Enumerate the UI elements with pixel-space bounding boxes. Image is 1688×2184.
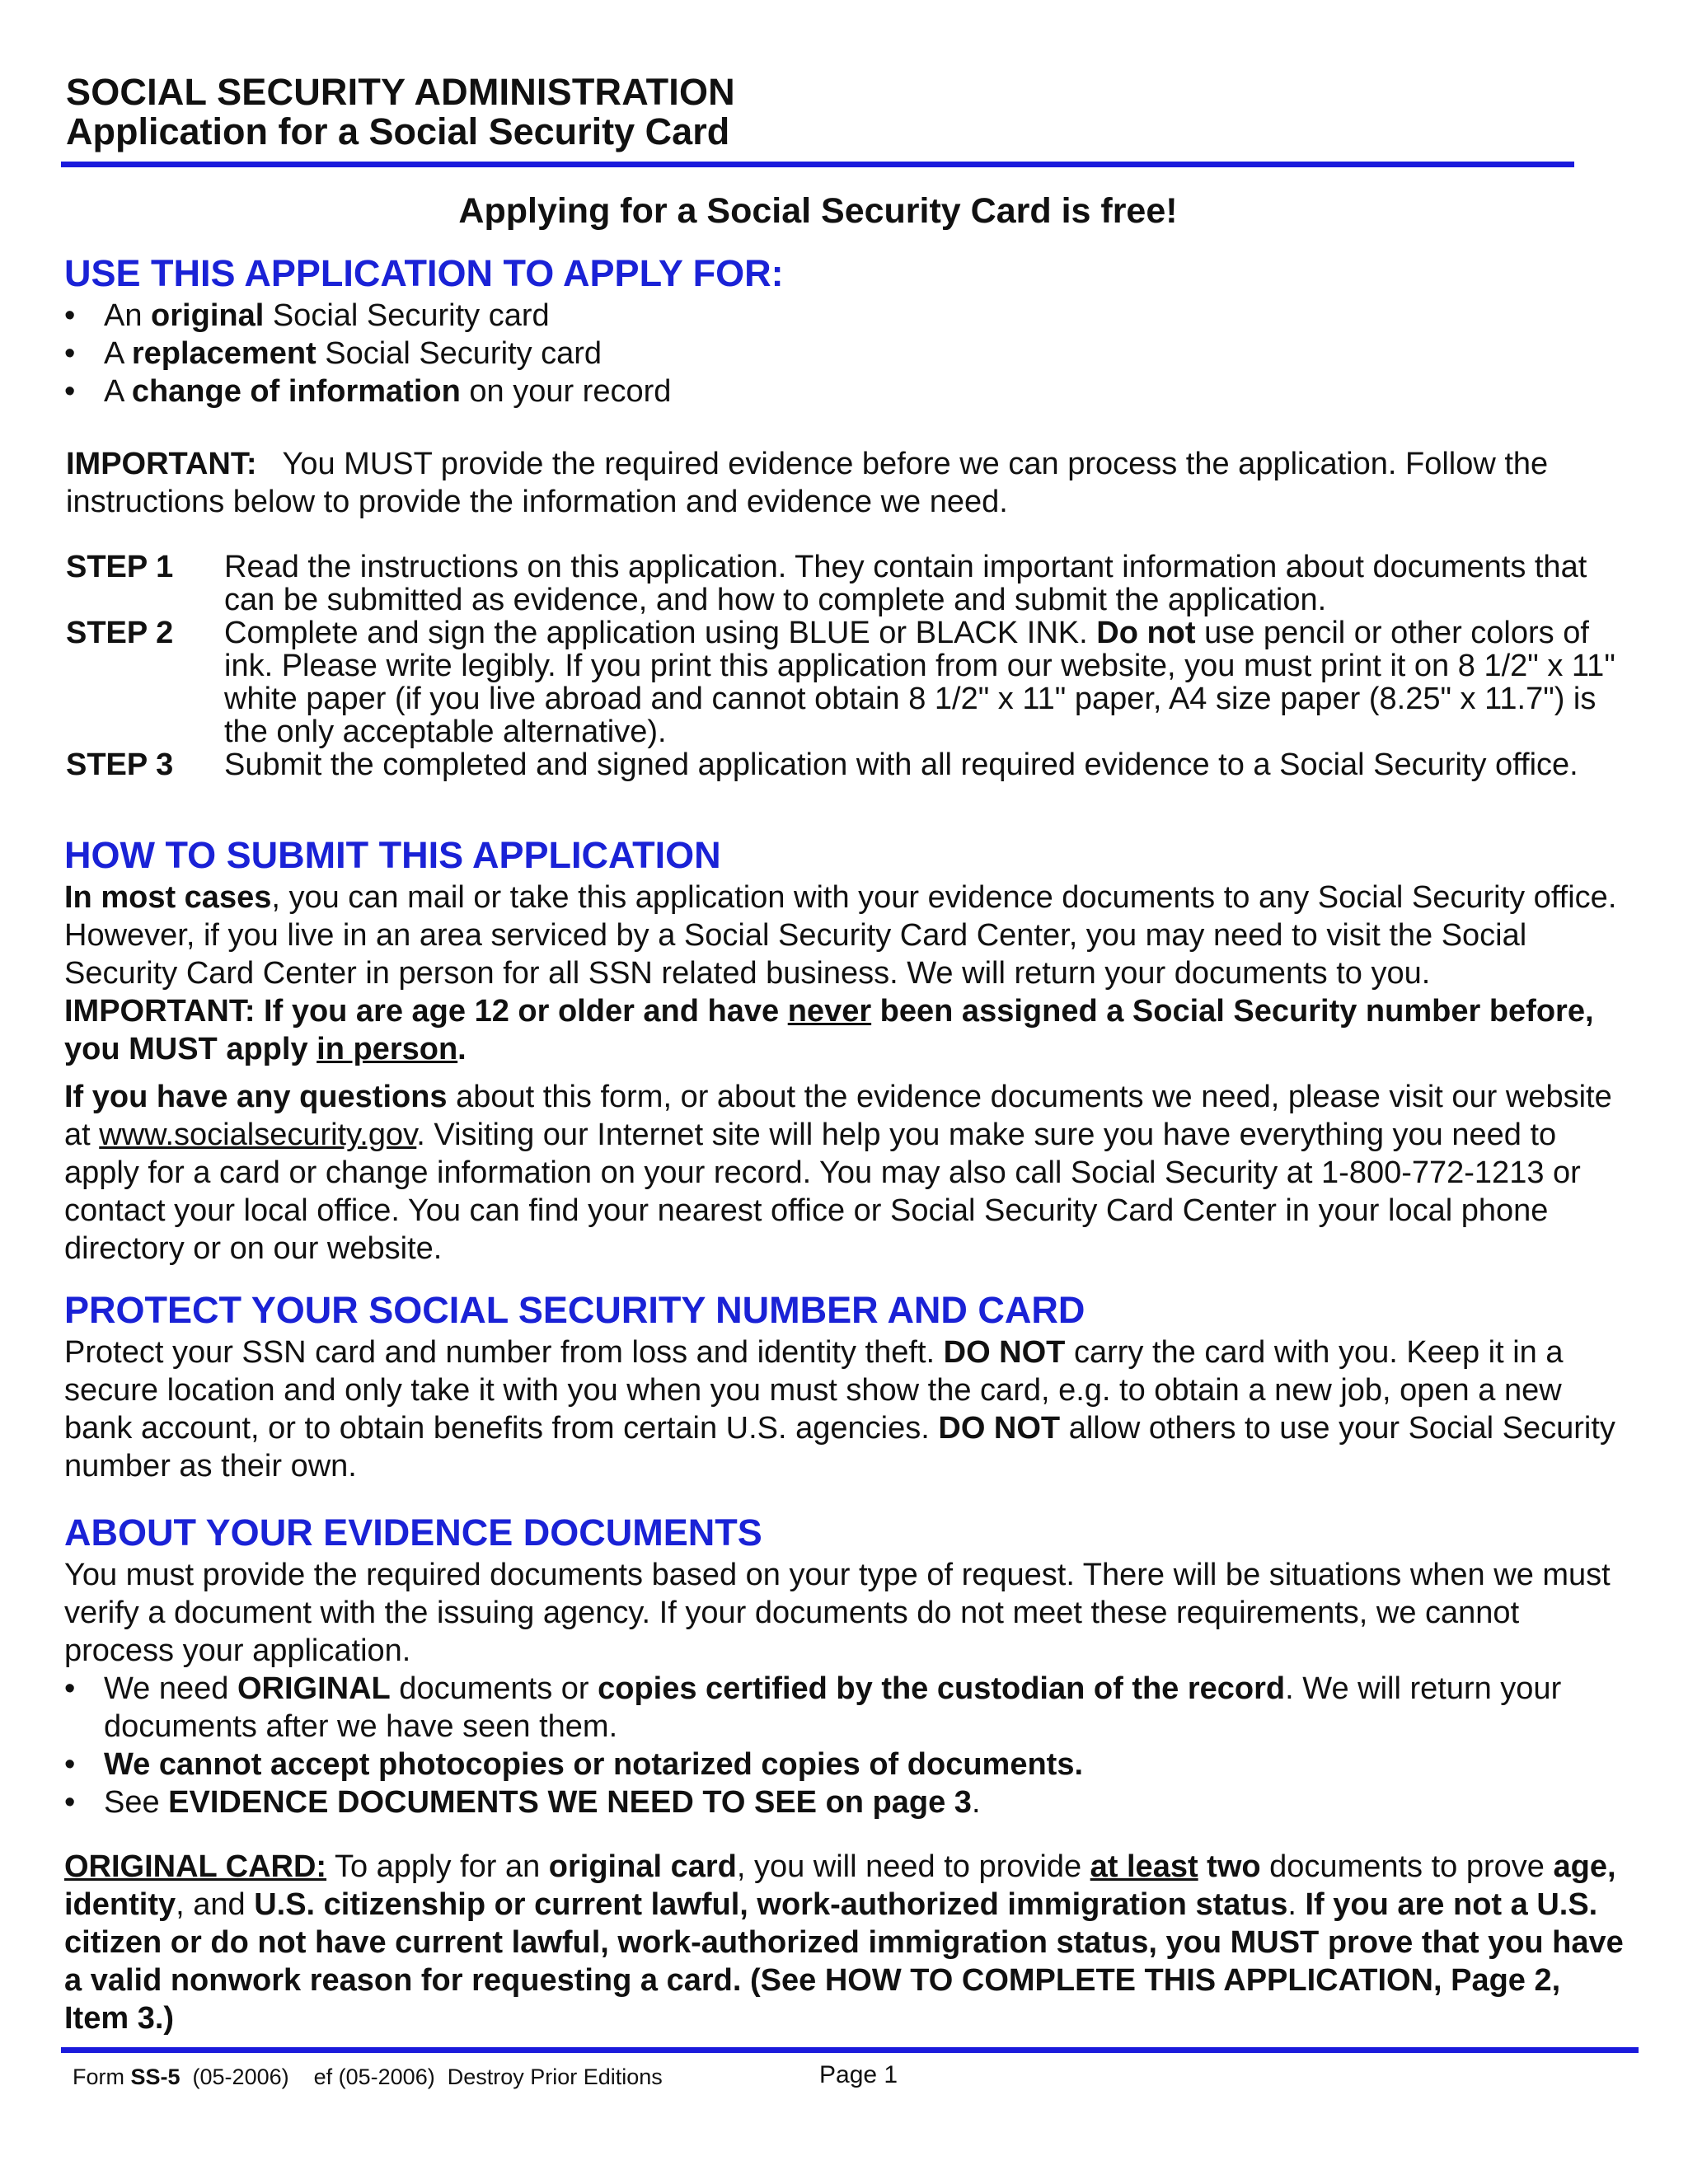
use-section (64, 251, 1630, 410)
top-divider (61, 162, 1574, 167)
step-2: STEP 2 Complete and sign the application using BLUE or BLACK INK. Do not use pencil or other colors of ink. Please write legibly. If you print this application from our website, you must print it on 8 1/2" x 11" white paper (if you live abroad and cannot obtain 8 1/2" x 11" paper, A4 size paper (8.25" x 11.7") is the only acceptable alternative). (66, 616, 1615, 749)
evidence-list (64, 1670, 1630, 1821)
free-notice: Applying for a Social Security Card is free! (458, 191, 1178, 231)
steps-list (66, 551, 1640, 781)
questions-paragraph: If you have any questions about this form, or about the evidence documents we need, please visit our website at www.socialsecurity.gov. Visiting our Internet site will help you make sure you have everything you need to apply for a card or change information on your record. You may also call Social Security at 1-800-772-1213 or contact your local office. You can find your nearest office or Social Security Card Center in your local phone directory or on our website. (64, 1080, 1612, 1266)
page-number: Page 1 (819, 2061, 898, 2088)
protect-heading: PROTECT YOUR SOCIAL SECURITY NUMBER AND CARD (64, 1289, 1085, 1331)
evidence-item-no-photocopies: • We cannot accept photocopies or notarized copies of documents. (64, 1746, 1630, 1783)
evidence-item-see-page-3: • See EVIDENCE DOCUMENTS WE NEED TO SEE on page 3. (64, 1783, 1630, 1821)
use-item-original: • An original Social Security card (64, 297, 1630, 335)
use-heading: USE THIS APPLICATION TO APPLY FOR: (64, 252, 784, 294)
evidence-item-originals: • We need ORIGINAL documents or copies certified by the custodian of the record. We will return your documents after we have seen them. (64, 1670, 1630, 1746)
evidence-heading: ABOUT YOUR EVIDENCE DOCUMENTS (64, 1511, 762, 1554)
use-list (64, 297, 1630, 410)
submit-heading: HOW TO SUBMIT THIS APPLICATION (64, 834, 721, 876)
agency-name: SOCIAL SECURITY ADMINISTRATION (66, 71, 735, 113)
in-person-notice: IMPORTANT: If you are age 12 or older and have never been assigned a Social Security number before, you MUST apply in person. (64, 994, 1594, 1066)
evidence-intro: You must provide the required documents based on your type of request. There will be situations when we must verify a document with the issuing agency. If your documents do not meet these requirements, we cannot process your application. (64, 1558, 1611, 1668)
original-card-label: ORIGINAL CARD: (64, 1849, 327, 1884)
use-item-replacement: • A replacement Social Security card (64, 335, 1630, 373)
step-1: STEP 1 Read the instructions on this application. They contain important information about documents that can be submitted as evidence, and how to complete and submit the application. (66, 550, 1587, 617)
step-3: STEP 3 Submit the completed and signed application with all required evidence to a Social Security office. (66, 748, 1578, 782)
original-card-paragraph: ORIGINAL CARD: To apply for an original card, you will need to provide at least two documents to prove age, identity, and U.S. citizenship or current lawful, work-authorized immigration status. If you are not a U.S. citizen or do not have current lawful, work-authorized immigration status, you MUST prove that you have a valid nonwork reason for requesting a card. (See HOW TO COMPLETE THIS APPLICATION, Page 2, Item 3.) (64, 1849, 1624, 2036)
important-note: IMPORTANT: You MUST provide the required evidence before we can process the application. Follow the instructions below to provide the information and evidence we need. (66, 447, 1549, 519)
evidence-section (64, 1510, 1630, 1821)
protect-paragraph: Protect your SSN card and number from loss and identity theft. DO NOT carry the card with you. Keep it in a secure location and only take it with you when you must show the card, e.g. to obtain a new job, open a new bank account, or to obtain benefits from certain U.S. agencies. DO NOT allow others to use your Social Security number as their own. (64, 1335, 1615, 1483)
submit-section (64, 832, 1630, 1268)
form-title: Application for a Social Security Card (66, 110, 730, 152)
website-link[interactable]: www.socialsecurity.gov (99, 1118, 417, 1152)
form-identifier: Form SS-5 (05-2006) ef (05-2006) Destroy Prior Editions (73, 2064, 663, 2089)
important-label: IMPORTANT: (66, 447, 257, 481)
bottom-divider (61, 2047, 1639, 2053)
protect-section (64, 1287, 1630, 1485)
submit-paragraph: In most cases, you can mail or take this application with your evidence documents to any Social Security office. However, if you live in an area serviced by a Social Security Card Center, you may need to visit the Social Security Card Center in person for all SSN related business. We will return your documents to you. (64, 880, 1617, 991)
use-item-change: • A change of information on your record (64, 373, 1630, 410)
